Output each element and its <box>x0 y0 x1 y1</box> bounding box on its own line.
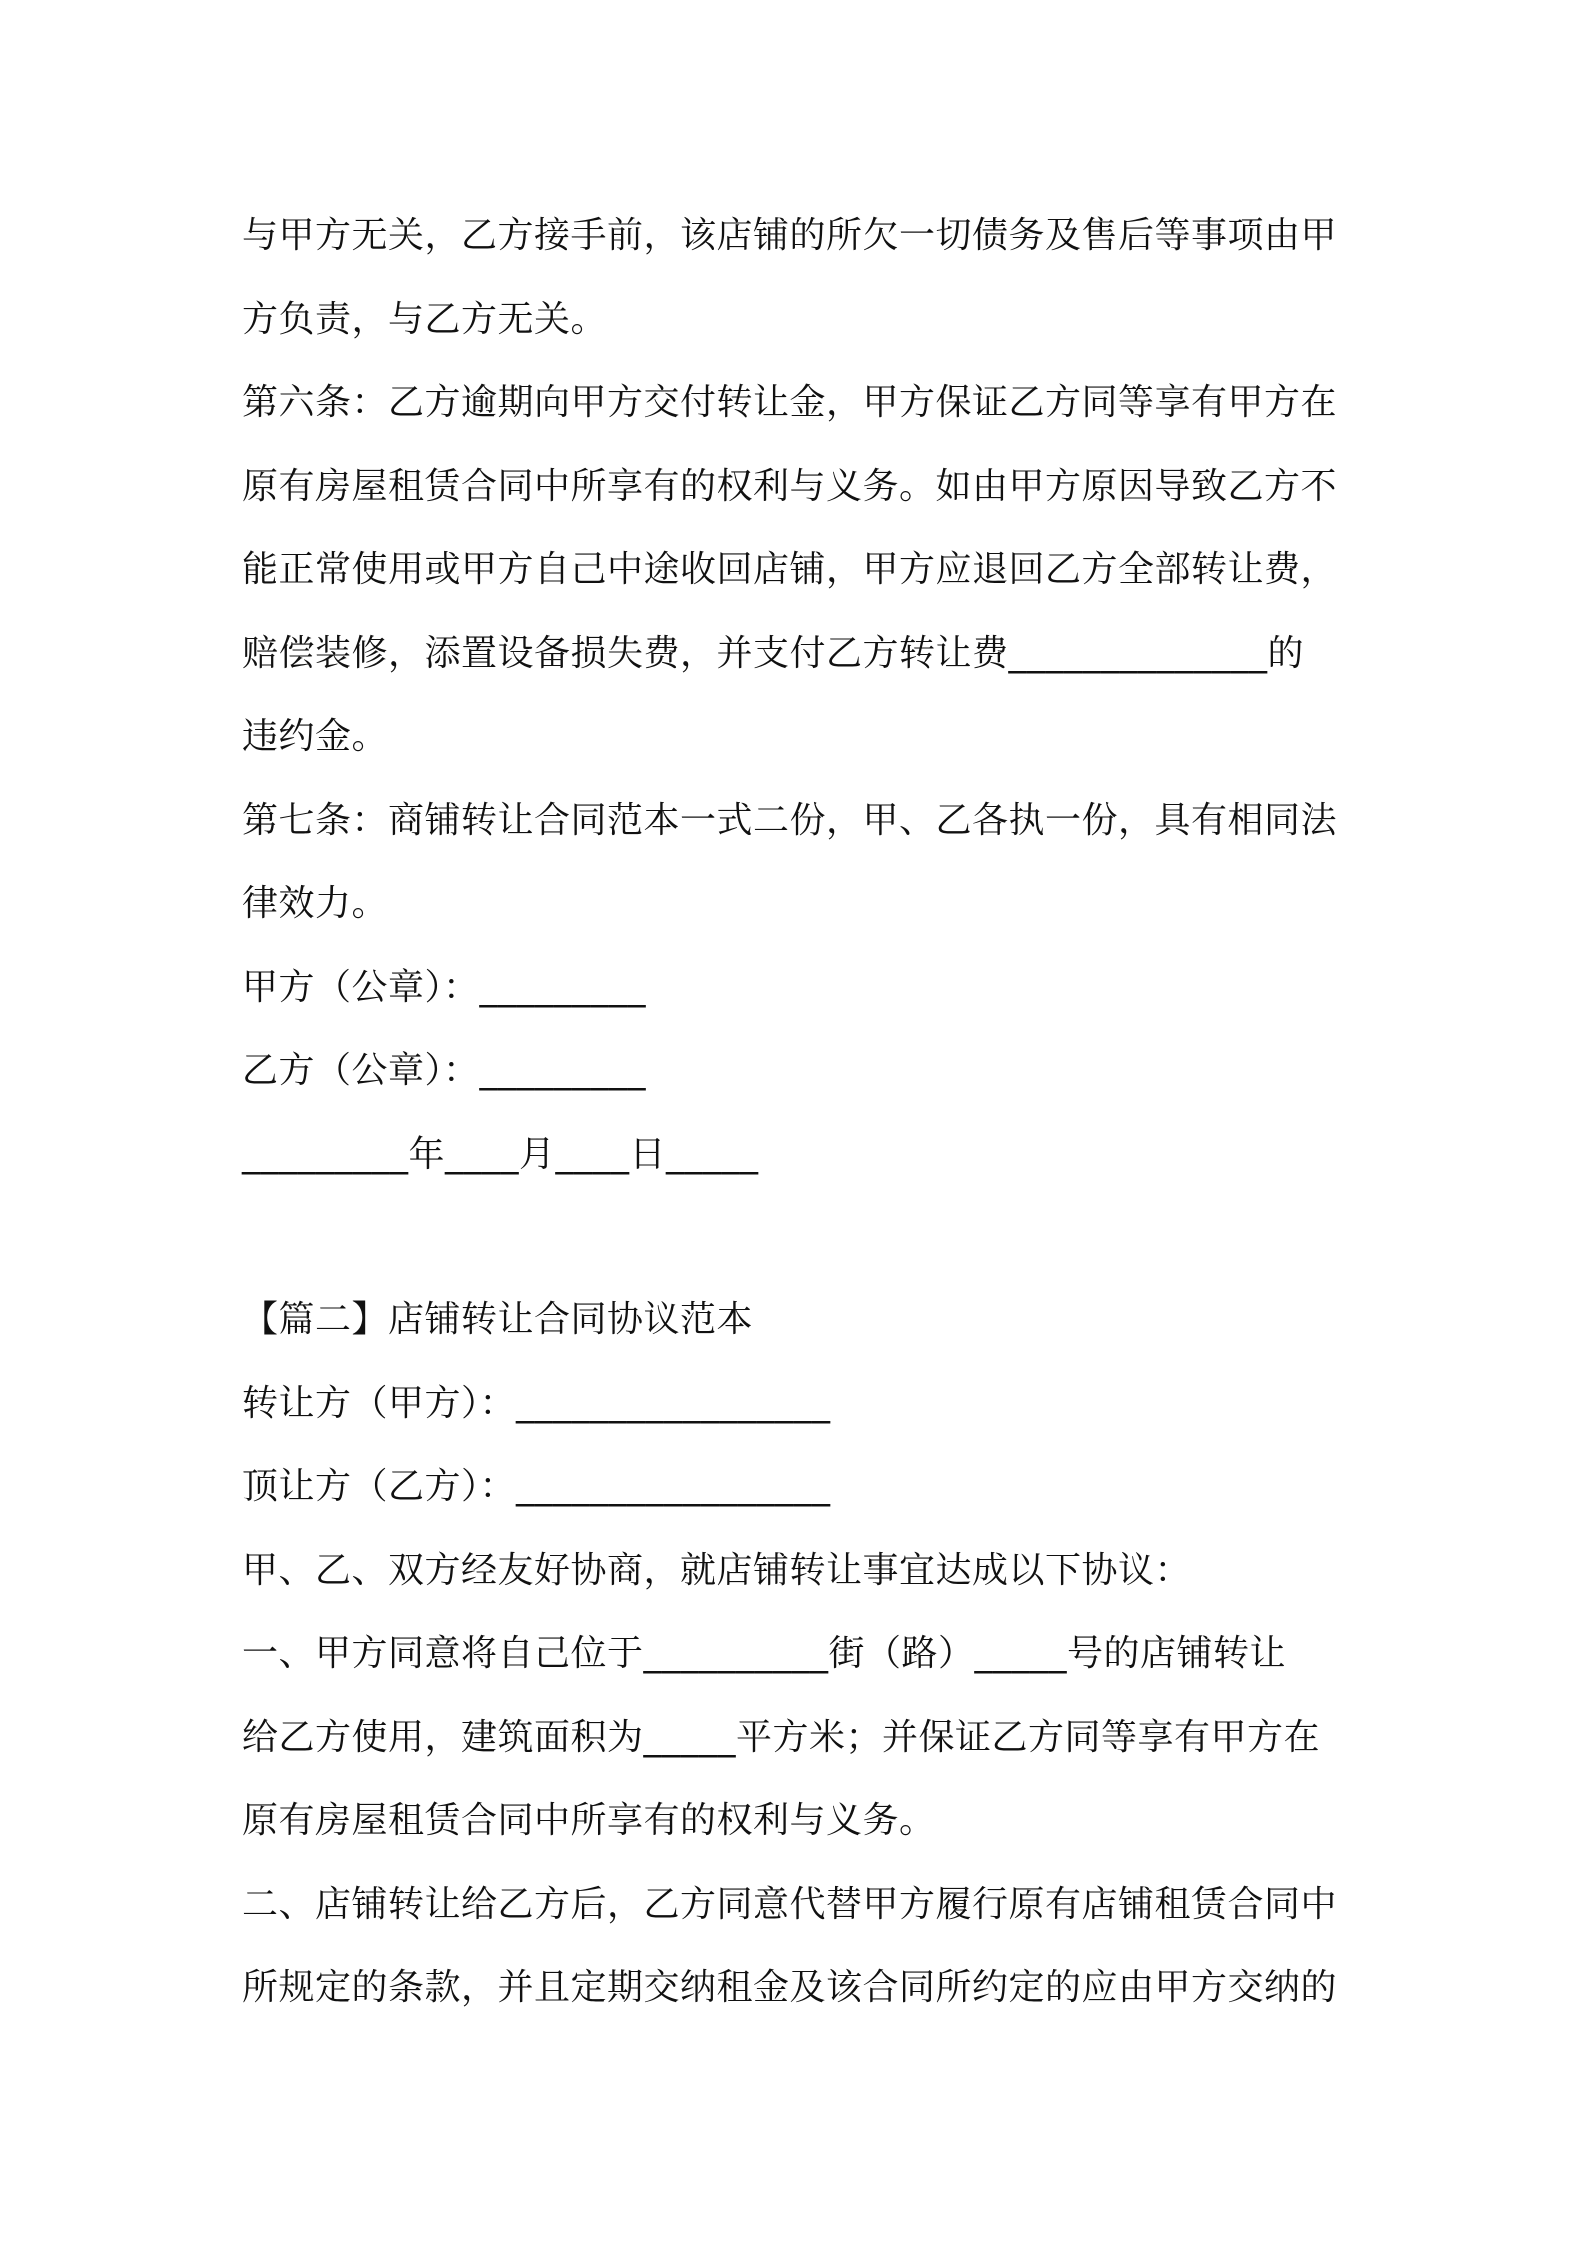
paragraph-line: 所规定的条款，并且定期交纳租金及该合同所约定的应由甲方交纳的 <box>242 1967 1338 2008</box>
transferor-line: 转让方（甲方）：_________________ <box>242 1382 831 1424</box>
document-body <box>242 194 1354 2030</box>
paragraph-line: 方负责，与乙方无关。 <box>242 298 608 340</box>
paragraph-line: 赔偿装修，添置设备损失费，并支付乙方转让费______________的 <box>242 632 1305 674</box>
paragraph-line: 违约金。 <box>242 716 389 757</box>
section-title: 【篇二】店铺转让合同协议范本 <box>242 1299 754 1340</box>
paragraph-line: 律效力。 <box>242 883 389 924</box>
party-a-seal-line: 甲方（公章）：_________ <box>242 966 647 1008</box>
party-b-seal-line: 乙方（公章）：_________ <box>242 1050 647 1091</box>
clause-2-line: 二、店铺转让给乙方后，乙方同意代替甲方履行原有店铺租赁合同中 <box>242 1883 1338 1925</box>
transferee-line: 顶让方（乙方）：_________________ <box>242 1466 831 1507</box>
clause-1-line: 一、甲方同意将自己位于__________街（路）_____号的店铺转让 <box>242 1633 1287 1674</box>
paragraph-line: 原有房屋租赁合同中所享有的权利与义务。 <box>242 1800 936 1841</box>
paragraph-line: 与甲方无关，乙方接手前，该店铺的所欠一切债务及售后等事项由甲 <box>242 215 1338 256</box>
date-line: _________年____月____日_____ <box>242 1133 759 1175</box>
paragraph-line: 能正常使用或甲方自己中途收回店铺，甲方应退回乙方全部转让费， <box>242 549 1338 590</box>
paragraph-line: 原有房屋租赁合同中所享有的权利与义务。如由甲方原因导致乙方不 <box>242 465 1338 507</box>
section-spacer <box>242 1196 1354 1278</box>
article-7-line: 第七条：商铺转让合同范本一式二份，甲、乙各执一份，具有相同法 <box>242 799 1338 841</box>
agreement-intro-line: 甲、乙、双方经友好协商，就店铺转让事宜达成以下协议： <box>242 1549 1192 1591</box>
article-6-line: 第六条：乙方逾期向甲方交付转让金，甲方保证乙方同等享有甲方在 <box>242 382 1338 423</box>
paragraph-line: 给乙方使用，建筑面积为_____平方米；并保证乙方同等享有甲方在 <box>242 1716 1321 1758</box>
